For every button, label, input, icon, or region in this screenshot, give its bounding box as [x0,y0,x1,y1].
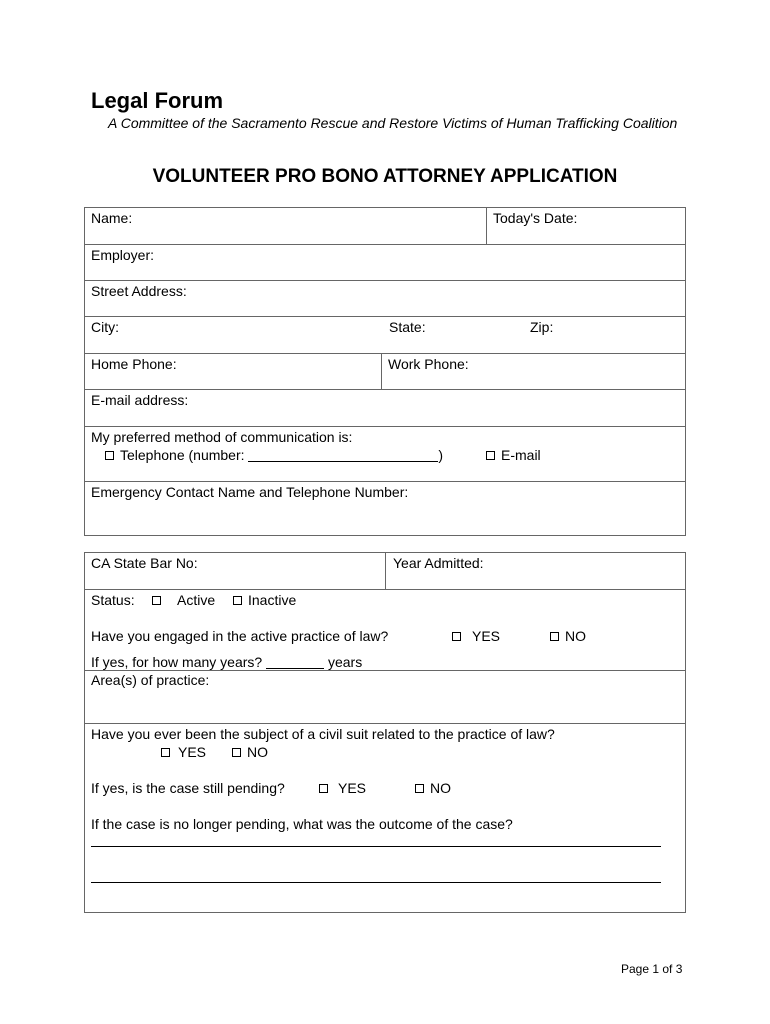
civil-suit-yes-label: YES [178,744,207,760]
status-label: Status: [91,592,135,608]
work-phone-field[interactable] [381,354,685,389]
status-inactive-label: Inactive [248,592,297,608]
pending-no-option [415,780,451,796]
email-option [486,447,541,463]
form-title: VOLUNTEER PRO BONO ATTORNEY APPLICATION [152,166,618,187]
pending-question: If yes, is the case still pending? [91,780,285,796]
email-checkbox[interactable] [486,451,495,460]
employer-row[interactable] [85,245,685,281]
todays-date-field[interactable] [486,208,685,244]
outcome-answer-line-1[interactable] [91,846,661,847]
todays-date-label: Today's Date: [493,210,578,226]
outcome-question: If the case is no longer pending, what was the outcome of the case? [91,816,513,832]
civil-suit-no-checkbox[interactable] [232,748,241,757]
practice-no-checkbox[interactable] [550,632,559,641]
contact-section [84,207,686,536]
bar-number-field[interactable] [85,553,385,589]
status-active-checkbox[interactable] [152,596,161,605]
email-row[interactable] [85,390,685,427]
practice-no-label: NO [565,628,586,644]
practice-status-row [85,590,685,671]
telephone-option-label: Telephone (number: [120,447,245,463]
outcome-answer-line-2[interactable] [91,882,661,883]
civil-suit-row [85,724,685,912]
year-admitted-field[interactable] [385,553,685,589]
practice-yes-label: YES [472,628,501,644]
name-label: Name: [91,210,133,226]
bar-section [84,552,686,913]
telephone-checkbox[interactable] [105,451,114,460]
name-field[interactable] [85,208,486,244]
city-state-zip-row[interactable] [85,317,685,354]
civil-suit-no-label: NO [247,744,268,760]
years-blank[interactable] [266,656,324,669]
zip-label: Zip: [530,319,554,335]
civil-suit-question: Have you ever been the subject of a civil suit related to the practice of law? [91,726,555,742]
years-question [91,654,362,670]
status-inactive-option [233,592,296,608]
telephone-number-blank[interactable] [248,449,438,462]
preferred-communication-row [85,427,685,482]
page-number: Page 1 of 3 [621,962,683,976]
status-active-label: Active [177,592,216,608]
civil-suit-yes-checkbox[interactable] [161,748,170,757]
street-address-label: Street Address: [91,283,187,299]
areas-of-practice-row[interactable] [85,671,685,724]
pending-no-label: NO [430,780,451,796]
practice-no-option [550,628,586,644]
year-admitted-label: Year Admitted: [393,555,484,571]
preferred-communication-label: My preferred method of communication is: [91,429,353,445]
city-label: City: [91,319,119,335]
practice-yes-option [452,628,500,644]
active-practice-question: Have you engaged in the active practice of law? [91,628,389,644]
areas-of-practice-label: Area(s) of practice: [91,672,210,688]
org-subtitle: A Committee of the Sacramento Rescue and Restore Victims of Human Trafficking Coalition [108,115,678,131]
email-option-label: E-mail [501,447,541,463]
civil-suit-yes-option [161,744,206,760]
employer-label: Employer: [91,247,155,263]
practice-yes-checkbox[interactable] [452,632,461,641]
telephone-option [105,447,443,463]
org-title: Legal Forum [91,88,224,113]
state-label: State: [389,319,426,335]
work-phone-label: Work Phone: [388,356,469,372]
email-label: E-mail address: [91,392,189,408]
telephone-close-paren: ) [438,447,444,463]
pending-no-checkbox[interactable] [415,784,424,793]
home-phone-label: Home Phone: [91,356,177,372]
status-inactive-checkbox[interactable] [233,596,242,605]
emergency-contact-row[interactable] [85,482,685,535]
pending-yes-option [319,780,366,796]
home-phone-field[interactable] [85,354,381,389]
name-row [85,208,685,245]
bar-number-label: CA State Bar No: [91,555,198,571]
pending-yes-checkbox[interactable] [319,784,328,793]
street-row[interactable] [85,281,685,317]
years-question-label: If yes, for how many years? [91,654,263,670]
civil-suit-no-option [232,744,268,760]
years-suffix: years [327,654,363,670]
emergency-contact-label: Emergency Contact Name and Telephone Number: [91,484,409,500]
phone-row [85,354,685,390]
status-active-option [152,592,215,608]
pending-yes-label: YES [338,780,367,796]
bar-number-row [85,553,685,590]
